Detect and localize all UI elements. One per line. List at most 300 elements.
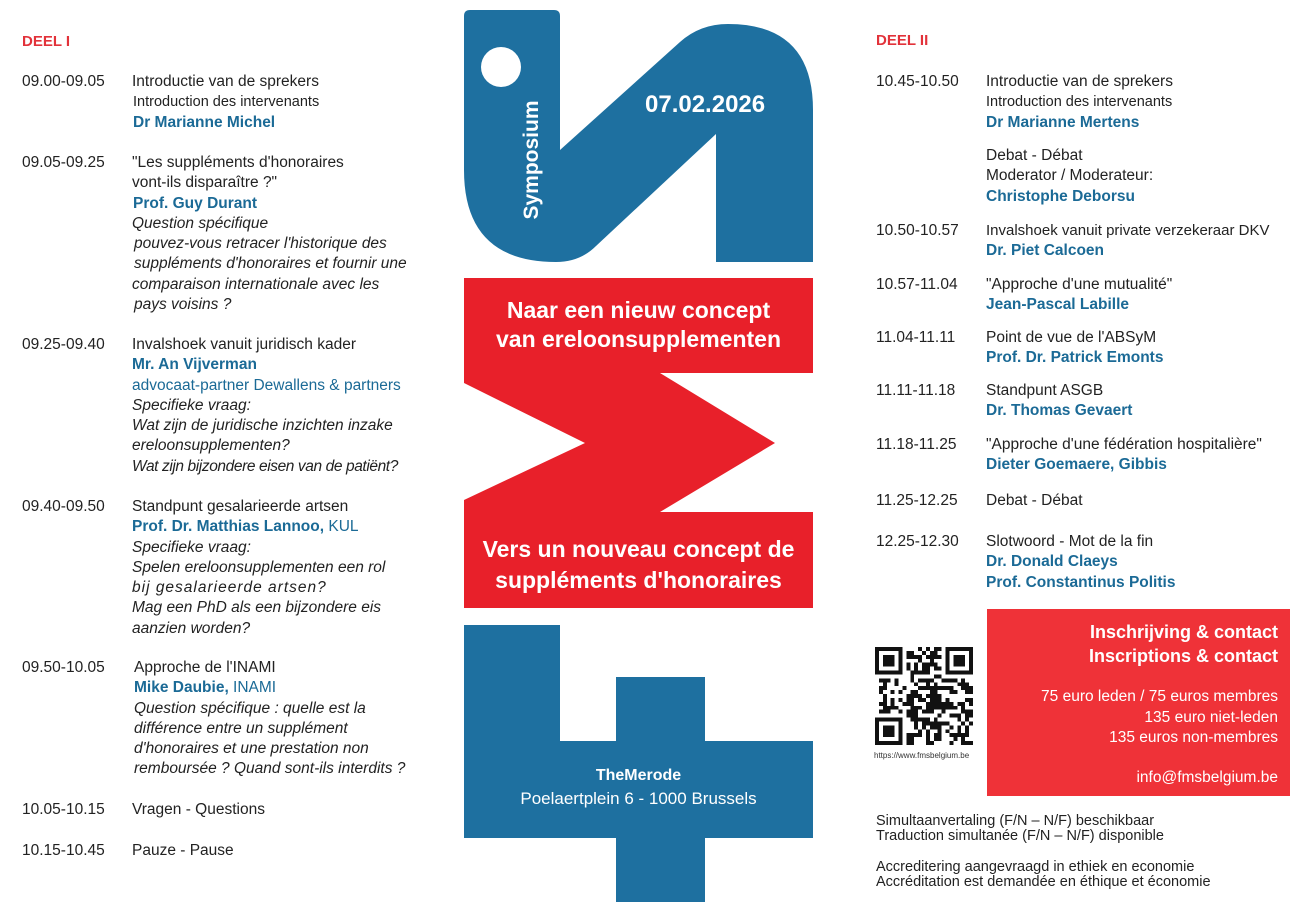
question-text: comparaison internationale avec les xyxy=(132,275,380,293)
qr-module xyxy=(910,698,914,702)
registration-heading-fr: Inscriptions & contact xyxy=(1088,646,1278,666)
qr-module xyxy=(891,647,895,651)
qr-module xyxy=(957,682,961,686)
entry-title: Introductie van de sprekers xyxy=(986,73,1173,90)
qr-module xyxy=(942,702,946,706)
qr-module xyxy=(926,647,930,651)
qr-module xyxy=(942,678,946,682)
qr-module xyxy=(883,725,887,729)
qr-module xyxy=(938,647,942,651)
qr-module xyxy=(914,710,918,714)
qr-module xyxy=(969,647,973,651)
qr-module xyxy=(918,686,922,690)
qr-module xyxy=(883,686,887,690)
qr-module xyxy=(965,671,969,675)
qr-module xyxy=(891,690,895,694)
qr-module xyxy=(902,702,906,706)
qr-module xyxy=(914,706,918,710)
entry-title: Standpunt gesalarieerde artsen xyxy=(132,498,349,515)
qr-module xyxy=(887,710,891,714)
qr-module xyxy=(914,718,918,722)
qr-module xyxy=(891,718,895,722)
qr-module xyxy=(891,733,895,737)
qr-module xyxy=(930,698,934,702)
qr-module xyxy=(875,671,879,675)
question-text: suppléments d'honoraires et fournir une xyxy=(134,255,407,273)
qr-module xyxy=(899,690,903,694)
logo-s-shape xyxy=(464,10,813,262)
qr-module xyxy=(965,714,969,718)
speaker-name: Christophe Deborsu xyxy=(986,187,1135,205)
qr-module xyxy=(949,678,953,682)
qr-module xyxy=(938,655,942,659)
qr-module xyxy=(946,729,950,733)
qr-module xyxy=(887,718,891,722)
qr-module xyxy=(969,698,973,702)
qr-module xyxy=(918,655,922,659)
qr-module xyxy=(902,686,906,690)
qr-module xyxy=(961,682,965,686)
qr-module xyxy=(949,686,953,690)
qr-module xyxy=(930,663,934,667)
qr-module xyxy=(934,706,938,710)
qr-module xyxy=(875,725,879,729)
entry-time: 11.11-11.18 xyxy=(876,382,956,399)
title-nl xyxy=(464,296,813,354)
qr-module xyxy=(887,733,891,737)
qr-module xyxy=(953,690,957,694)
qr-module xyxy=(946,721,950,725)
qr-module xyxy=(883,733,887,737)
qr-module xyxy=(938,706,942,710)
qr-module xyxy=(946,698,950,702)
qr-module xyxy=(910,706,914,710)
qr-module xyxy=(965,698,969,702)
qr-module xyxy=(957,714,961,718)
qr-module xyxy=(930,725,934,729)
qr-module xyxy=(891,655,895,659)
qr-module xyxy=(961,659,965,663)
qr-module xyxy=(965,718,969,722)
qr-module xyxy=(946,651,950,655)
qr-module xyxy=(875,667,879,671)
entry-title: vont-ils disparaître ?" xyxy=(132,174,278,192)
qr-module xyxy=(883,706,887,710)
entry-time: 09.40-09.50 xyxy=(22,498,105,515)
logo-dot xyxy=(481,47,521,87)
qr-module xyxy=(969,663,973,667)
qr-module xyxy=(926,682,930,686)
price-nonmembers-fr: 135 euros non-membres xyxy=(1109,729,1278,746)
entry-title: Invalshoek vanuit private verzekeraar DKV xyxy=(986,222,1270,239)
qr-module xyxy=(883,682,887,686)
registration-heading-nl: Inschrijving & contact xyxy=(1089,622,1278,642)
qr-module xyxy=(934,721,938,725)
entry-title: "Approche d'une fédération hospitalière" xyxy=(986,436,1262,453)
qr-module xyxy=(883,655,887,659)
qr-module xyxy=(930,710,934,714)
qr-module xyxy=(926,737,930,741)
qr-module xyxy=(969,671,973,675)
qr-module xyxy=(961,721,965,725)
qr-module xyxy=(934,686,938,690)
qr-module xyxy=(891,729,895,733)
qr-module xyxy=(914,721,918,725)
entry-title: Point de vue de l'ABSyM xyxy=(986,329,1157,346)
qr-module xyxy=(969,659,973,663)
qr-module xyxy=(922,663,926,667)
qr-module xyxy=(946,663,950,667)
qr-module xyxy=(953,663,957,667)
qr-module xyxy=(899,667,903,671)
note-translation-fr: Traduction simultanée (F/N – N/F) disponible xyxy=(876,828,1164,844)
qr-module xyxy=(949,706,953,710)
qr-module xyxy=(887,647,891,651)
entry-time: 10.05-10.15 xyxy=(22,801,105,818)
qr-module xyxy=(910,651,914,655)
title-nl-line: Naar een nieuw concept xyxy=(506,297,771,323)
qr-module xyxy=(887,663,891,667)
qr-module xyxy=(914,714,918,718)
qr-module xyxy=(957,659,961,663)
qr-module xyxy=(883,718,887,722)
title-fr-line: Vers un nouveau concept de xyxy=(482,536,795,562)
qr-module xyxy=(879,671,883,675)
qr-module xyxy=(965,682,969,686)
event-date: 07.02.2026 xyxy=(645,91,766,118)
speaker-affiliation: INAMI xyxy=(228,679,277,697)
qr-module xyxy=(946,647,950,651)
qr-module xyxy=(953,678,957,682)
qr-module xyxy=(930,686,934,690)
qr-module xyxy=(957,671,961,675)
qr-module xyxy=(961,702,965,706)
speaker-affiliation: KUL xyxy=(324,518,359,536)
qr-module xyxy=(910,718,914,722)
qr-module xyxy=(906,714,910,718)
qr-module xyxy=(875,741,879,745)
qr-module xyxy=(883,710,887,714)
price-members: 75 euro leden / 75 euros membres xyxy=(1041,688,1278,705)
qr-module xyxy=(946,655,950,659)
qr-module xyxy=(934,702,938,706)
qr-module xyxy=(934,674,938,678)
qr-module xyxy=(891,741,895,745)
qr-module xyxy=(953,671,957,675)
qr-module xyxy=(922,725,926,729)
qr-url[interactable]: https://www.fmsbelgium.be xyxy=(874,751,970,760)
qr-module xyxy=(899,671,903,675)
question-text: pouvez-vous retracer l'historique des xyxy=(134,235,387,253)
qr-module xyxy=(969,667,973,671)
price-nonmembers-nl: 135 euro niet-leden xyxy=(1144,709,1278,726)
qr-module xyxy=(883,698,887,702)
qr-module xyxy=(953,706,957,710)
qr-module xyxy=(922,667,926,671)
qr-module xyxy=(926,663,930,667)
question-text: ereloonsupplementen? xyxy=(132,437,290,455)
qr-module xyxy=(946,678,950,682)
qr-module xyxy=(961,663,965,667)
qr-module xyxy=(918,694,922,698)
qr-module xyxy=(906,733,910,737)
speaker-name: Dieter Goemaere, Gibbis xyxy=(986,456,1167,474)
qr-module xyxy=(957,725,961,729)
qr-module xyxy=(930,721,934,725)
qr-module xyxy=(887,729,891,733)
qr-module xyxy=(879,690,883,694)
qr-module xyxy=(961,710,965,714)
qr-module xyxy=(926,694,930,698)
question-text: Wat zijn de juridische inzichten inzake xyxy=(132,417,393,435)
question-text: Specifieke vraag: xyxy=(132,538,251,556)
speaker-name: Prof. Dr. Patrick Emonts xyxy=(986,349,1164,367)
qr-module xyxy=(887,706,891,710)
qr-code[interactable] xyxy=(875,647,973,745)
speaker-name: Mr. An Vijverman xyxy=(132,356,257,374)
entry-time: 11.25-12.25 xyxy=(876,492,958,509)
qr-module xyxy=(938,686,942,690)
qr-module xyxy=(938,674,942,678)
qr-module xyxy=(946,686,950,690)
qr-module xyxy=(922,721,926,725)
speaker-name: Dr Marianne Mertens xyxy=(986,113,1140,131)
qr-module xyxy=(879,686,883,690)
qr-module xyxy=(930,690,934,694)
qr-module xyxy=(918,729,922,733)
qr-module xyxy=(942,706,946,710)
qr-module xyxy=(899,659,903,663)
question-text: Specifieke vraag: xyxy=(132,396,251,414)
qr-module xyxy=(887,671,891,675)
qr-module xyxy=(899,721,903,725)
qr-module xyxy=(875,663,879,667)
qr-module xyxy=(926,721,930,725)
qr-module xyxy=(906,710,910,714)
qr-module xyxy=(914,694,918,698)
qr-module xyxy=(969,710,973,714)
title-fr-line: suppléments d'honoraires xyxy=(495,567,782,593)
qr-module xyxy=(883,741,887,745)
qr-module xyxy=(914,733,918,737)
speaker-name: Dr Marianne Michel xyxy=(133,113,276,131)
qr-module xyxy=(969,721,973,725)
qr-module xyxy=(910,714,914,718)
qr-module xyxy=(883,671,887,675)
qr-module xyxy=(969,741,973,745)
qr-module xyxy=(965,690,969,694)
qr-module xyxy=(899,647,903,651)
qr-module xyxy=(895,682,899,686)
qr-module xyxy=(930,694,934,698)
qr-module xyxy=(879,647,883,651)
qr-module xyxy=(949,647,953,651)
qr-module xyxy=(910,741,914,745)
entry-time: 10.57-11.04 xyxy=(876,276,958,293)
qr-module xyxy=(914,725,918,729)
qr-module xyxy=(895,671,899,675)
qr-module xyxy=(879,678,883,682)
entry-time: 10.50-10.57 xyxy=(876,222,959,239)
qr-module xyxy=(899,741,903,745)
qr-module xyxy=(887,741,891,745)
qr-module xyxy=(938,694,942,698)
qr-module xyxy=(891,725,895,729)
question-text: Mag een PhD als een bijzondere eis xyxy=(132,599,382,617)
qr-module xyxy=(906,651,910,655)
venue-name: TheMerode xyxy=(595,767,682,784)
question-text: bij gesalarieerde artsen? xyxy=(132,579,327,597)
qr-module xyxy=(926,710,930,714)
qr-module xyxy=(949,733,953,737)
qr-module xyxy=(930,659,934,663)
qr-module xyxy=(953,655,957,659)
speaker-name: Jean-Pascal Labille xyxy=(986,296,1130,314)
qr-module xyxy=(953,647,957,651)
qr-module xyxy=(899,663,903,667)
entry-subtitle: Introduction des intervenants xyxy=(133,94,320,111)
qr-module xyxy=(906,737,910,741)
question-text: Spelen ereloonsupplementen een rol xyxy=(132,558,386,576)
question-text: différence entre un supplément xyxy=(134,719,348,737)
qr-module xyxy=(891,706,895,710)
entry-title: "Approche d'une mutualité" xyxy=(986,276,1173,293)
qr-module xyxy=(883,702,887,706)
question-text: pays voisins ? xyxy=(134,296,232,314)
qr-module xyxy=(953,659,957,663)
entry-time: 11.18-11.25 xyxy=(876,436,957,453)
speaker-name: Dr. Thomas Gevaert xyxy=(986,402,1133,420)
qr-module xyxy=(934,694,938,698)
qr-module xyxy=(934,667,938,671)
qr-module xyxy=(961,678,965,682)
qr-module xyxy=(883,659,887,663)
speaker-name: Mike Daubie, xyxy=(134,679,229,697)
entry-title: Invalshoek vanuit juridisch kader xyxy=(132,336,357,353)
qr-module xyxy=(910,678,914,682)
qr-module xyxy=(910,694,914,698)
entry-time: 11.04-11.11 xyxy=(876,329,956,346)
qr-module xyxy=(938,698,942,702)
qr-module xyxy=(914,667,918,671)
qr-module xyxy=(891,659,895,663)
qr-module xyxy=(965,725,969,729)
qr-module xyxy=(938,737,942,741)
speaker-affiliation: advocaat-partner Dewallens & partners xyxy=(132,376,401,394)
qr-module xyxy=(922,710,926,714)
qr-module xyxy=(969,690,973,694)
qr-module xyxy=(879,702,883,706)
qr-module xyxy=(922,651,926,655)
qr-module xyxy=(934,737,938,741)
qr-module xyxy=(906,702,910,706)
qr-module xyxy=(914,655,918,659)
qr-module xyxy=(883,694,887,698)
qr-module xyxy=(918,718,922,722)
qr-module xyxy=(934,655,938,659)
qr-module xyxy=(934,682,938,686)
qr-module xyxy=(949,725,953,729)
qr-module xyxy=(957,702,961,706)
qr-module xyxy=(875,721,879,725)
qr-module xyxy=(875,659,879,663)
speaker-name: Prof. Constantinus Politis xyxy=(986,573,1176,591)
entry-title: Moderator / Moderateur: xyxy=(986,167,1154,185)
entry-time: 09.50-10.05 xyxy=(22,659,105,676)
speaker-name: Dr. Piet Calcoen xyxy=(986,242,1105,260)
contact-email[interactable]: info@fmsbelgium.be xyxy=(1136,769,1278,786)
qr-module xyxy=(895,678,899,682)
qr-module xyxy=(934,651,938,655)
qr-module xyxy=(910,737,914,741)
qr-module xyxy=(883,729,887,733)
qr-module xyxy=(949,671,953,675)
qr-module xyxy=(926,733,930,737)
qr-module xyxy=(961,647,965,651)
qr-module xyxy=(961,686,965,690)
qr-module xyxy=(938,721,942,725)
note-accreditation-fr: Accréditation est demandée en éthique et économie xyxy=(876,874,1211,890)
qr-module xyxy=(953,737,957,741)
qr-module xyxy=(879,741,883,745)
entry-time: 12.25-12.30 xyxy=(876,533,959,550)
qr-module xyxy=(887,655,891,659)
qr-module xyxy=(891,698,895,702)
qr-module xyxy=(910,702,914,706)
qr-module xyxy=(899,710,903,714)
qr-module xyxy=(949,714,953,718)
entry-title: Debat - Débat xyxy=(986,147,1083,164)
qr-module xyxy=(965,710,969,714)
qr-module xyxy=(875,651,879,655)
qr-module xyxy=(906,667,910,671)
qr-module xyxy=(946,702,950,706)
qr-module xyxy=(887,659,891,663)
speaker-name: Dr. Donald Claeys xyxy=(986,553,1118,571)
qr-module xyxy=(957,729,961,733)
qr-module xyxy=(918,698,922,702)
qr-module xyxy=(957,655,961,659)
qr-module xyxy=(934,663,938,667)
qr-module xyxy=(875,647,879,651)
qr-module xyxy=(965,647,969,651)
qr-module xyxy=(891,702,895,706)
speaker-name: Prof. Dr. Matthias Lannoo, xyxy=(132,518,325,536)
qr-module xyxy=(895,741,899,745)
entry-title: Introductie van de sprekers xyxy=(132,73,319,90)
qr-module xyxy=(918,671,922,675)
title-fr xyxy=(464,534,813,596)
qr-module xyxy=(946,667,950,671)
qr-module xyxy=(895,706,899,710)
qr-module xyxy=(934,647,938,651)
qr-module xyxy=(953,733,957,737)
qr-module xyxy=(942,710,946,714)
qr-module xyxy=(961,737,965,741)
entry-title: Debat - Débat xyxy=(986,492,1083,509)
qr-module xyxy=(906,663,910,667)
qr-module xyxy=(899,655,903,659)
qr-module xyxy=(965,729,969,733)
qr-module xyxy=(969,702,973,706)
qr-module xyxy=(965,686,969,690)
qr-module xyxy=(922,718,926,722)
qr-module xyxy=(922,671,926,675)
qr-module xyxy=(957,647,961,651)
qr-module xyxy=(930,655,934,659)
qr-module xyxy=(942,721,946,725)
qr-module xyxy=(910,674,914,678)
